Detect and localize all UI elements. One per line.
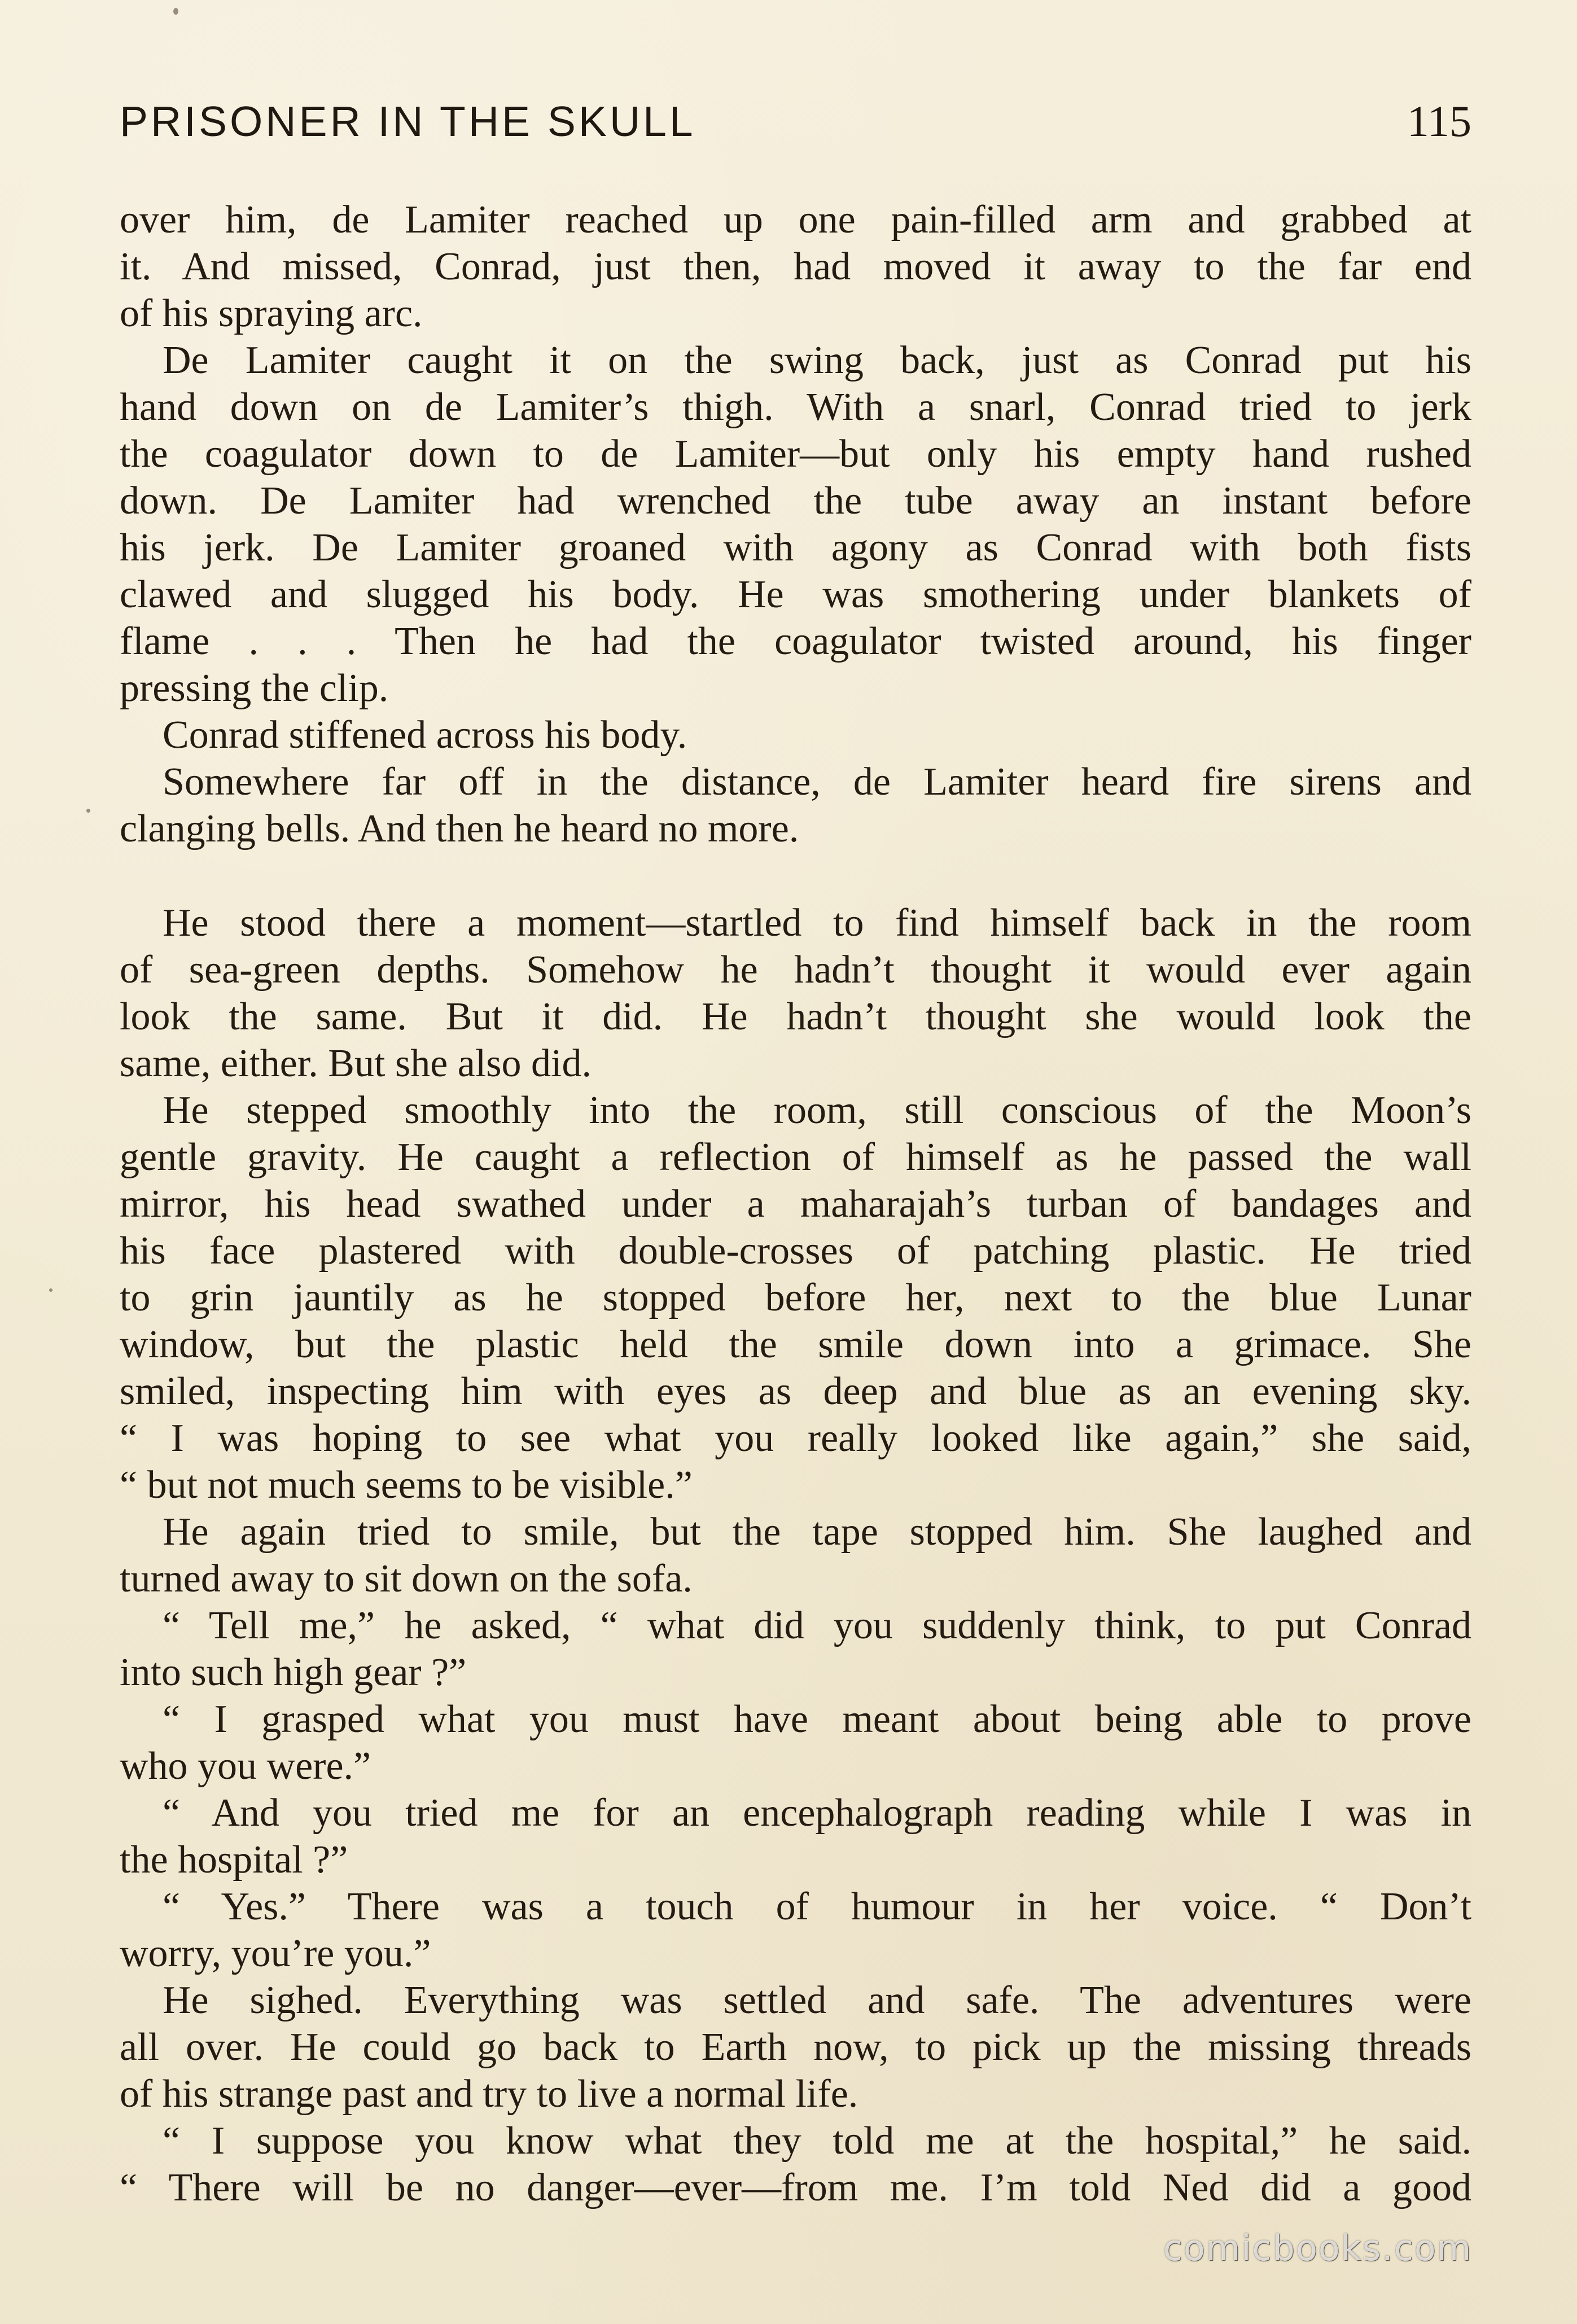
text-line: the coagulator down to de Lamiter—but only his empty hand rushed	[120, 432, 1471, 476]
text-line: turned away to sit down on the sofa.	[120, 1557, 693, 1601]
text-line: “ I grasped what you must have meant about being able to prove	[163, 1698, 1471, 1741]
running-head	[120, 96, 1471, 147]
watermark: comicbooks.com	[1163, 2227, 1473, 2269]
text-line: mirror, his head swathed under a maharajah’s turban of bandages and	[120, 1182, 1471, 1226]
text-line: to grin jauntily as he stopped before her, next to the blue Lunar	[120, 1276, 1471, 1319]
running-title: PRISONER IN THE SKULL	[120, 98, 696, 145]
text-line: “ Tell me,” he asked, “ what did you suddenly think, to put Conrad	[163, 1604, 1471, 1647]
text-line: He again tried to smile, but the tape stopped him. She laughed and	[163, 1510, 1471, 1554]
text-line: worry, you’re you.”	[120, 1932, 431, 1975]
text-line: “ I suppose you know what they told me at the hospital,” he said.	[163, 2119, 1471, 2163]
text-line: flame . . . Then he had the coagulator twisted around, his finger	[120, 620, 1471, 663]
text-line: “ And you tried me for an encephalograph reading while I was in	[163, 1791, 1471, 1835]
text-line: Somewhere far off in the distance, de Lamiter heard fire sirens and	[163, 760, 1471, 804]
text-line: “ There will be no danger—ever—from me. I’m told Ned did a good	[120, 2166, 1471, 2209]
text-line: his jerk. De Lamiter groaned with agony as Conrad with both fists	[120, 526, 1471, 569]
text-line: same, either. But she also did.	[120, 1042, 592, 1085]
text-line: Conrad stiffened across his body.	[163, 713, 687, 757]
text-line: “ but not much seems to be visible.”	[120, 1463, 693, 1507]
body-text	[120, 196, 1471, 2211]
text-line: who you were.”	[120, 1744, 371, 1788]
text-line: clanging bells. And then he heard no more.	[120, 807, 799, 850]
text-line: He stood there a moment—startled to find himself back in the room	[163, 901, 1471, 945]
text-line: of sea-green depths. Somehow he hadn’t thought it would ever again	[120, 948, 1471, 992]
text-line: De Lamiter caught it on the swing back, just as Conrad put his	[163, 339, 1471, 382]
text-line: hand down on de Lamiter’s thigh. With a snarl, Conrad tried to jerk	[120, 385, 1471, 429]
text-line: pressing the clip.	[120, 666, 389, 710]
text-line: it. And missed, Conrad, just then, had moved it away to the far end	[120, 245, 1471, 288]
text-line: all over. He could go back to Earth now, to pick up the missing threads	[120, 2025, 1471, 2069]
text-line: window, but the plastic held the smile down into a grimace. She	[120, 1323, 1471, 1366]
ink-speck	[49, 1288, 52, 1292]
text-line: the hospital ?”	[120, 1838, 348, 1882]
text-line: “ Yes.” There was a touch of humour in her voice. “ Don’t	[163, 1885, 1471, 1928]
ink-speck	[173, 8, 178, 15]
text-line: smiled, inspecting him with eyes as deep and blue as an evening sky.	[120, 1370, 1471, 1413]
text-line: of his strange past and try to live a normal life.	[120, 2072, 858, 2116]
page-number: 115	[1407, 97, 1471, 146]
ink-speck	[86, 809, 90, 813]
text-line: He stepped smoothly into the room, still conscious of the Moon’s	[163, 1089, 1471, 1132]
section-break	[120, 852, 1471, 900]
text-line: look the same. But it did. He hadn’t thought she would look the	[120, 995, 1471, 1038]
text-line: gentle gravity. He caught a reflection of himself as he passed the wall	[120, 1135, 1471, 1179]
text-line: down. De Lamiter had wrenched the tube away an instant before	[120, 479, 1471, 523]
text-line: “ I was hoping to see what you really looked like again,” she said,	[120, 1417, 1471, 1460]
text-line: into such high gear ?”	[120, 1651, 467, 1694]
text-line: clawed and slugged his body. He was smothering under blankets of	[120, 573, 1471, 616]
text-line: over him, de Lamiter reached up one pain-filled arm and grabbed at	[120, 198, 1471, 242]
text-line: of his spraying arc.	[120, 292, 423, 335]
text-line: his face plastered with double-crosses of patching plastic. He tried	[120, 1229, 1471, 1273]
text-line: He sighed. Everything was settled and safe. The adventures were	[163, 1979, 1471, 2022]
